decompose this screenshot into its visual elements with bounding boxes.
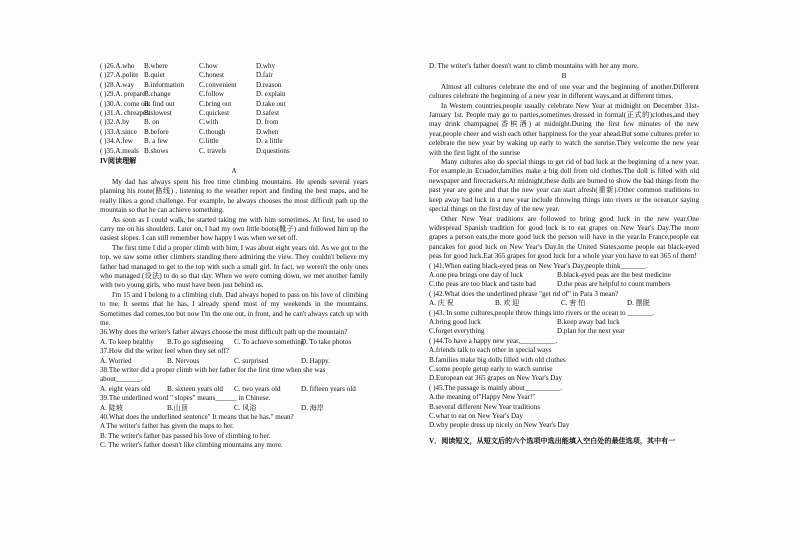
question-option: D. fifteen years old: [301, 384, 356, 393]
question-stem: ( )42.What does the underlined phrase "get rid of" in Para 3 mean?: [429, 289, 619, 298]
question-options: [100, 357, 368, 366]
cloze-option-c: C.follow: [199, 90, 225, 99]
question-option: B.To go sightseeing: [167, 337, 224, 346]
cloze-question-number: ( )34.A.few: [100, 137, 133, 146]
question-option: A. Worried: [100, 356, 132, 365]
cloze-question-number: ( )30.A. come out: [100, 99, 151, 108]
cloze-option-b: B. find out: [144, 99, 175, 108]
q40-stem: 40.What does the underlined sentence" It means that he has." mean?: [100, 413, 294, 422]
question-option: C.some people getup early to watch sunrise: [429, 365, 553, 373]
question-stem: ( )43. In some cultures,people throw things into rivers or the ocean to _______.: [429, 308, 654, 317]
cloze-row: [100, 62, 368, 71]
cloze-question-number: ( )27.A.polite: [100, 71, 139, 80]
section-5-heading: V．阅读短文，从短文后的六个选项中选出能填入空白处的最佳选项，其中有一: [429, 436, 676, 445]
cloze-option-b: B. a few: [144, 137, 168, 146]
question-option: C. 风浴: [234, 403, 257, 412]
passage-paragraph: Many cultures also do special things to get rid of bad luck at the beginning of a new year. For example,in Ecuador,families make a big doll from old clothes.The doll is filled with old newspaper and firecrackers.At midnight,these dolls are burned to show the bad things from the past year are gone and that the new year can start afresh(重新).Other common traditions to keep away bad luck in a new year include throwing things into rivers or the ocean,or saying special things on the first day of the new year.: [429, 158, 699, 214]
question-options: [100, 338, 368, 347]
question-option: A.friends talk to each other in special ways: [429, 346, 552, 355]
question-option: D.plan for the next year: [557, 327, 625, 336]
question-option: C. The writer's father doesn't like climbing mountains any more.: [100, 441, 283, 450]
question-option: A The writer's father has given the maps to her.: [100, 422, 234, 431]
question-option: C.the peas are too black and taste bad: [429, 280, 536, 289]
q40-options: [100, 422, 368, 450]
question-option: D.why people dress up nicely on New Year's Day: [429, 421, 570, 430]
question-options: [100, 404, 368, 413]
cloze-option-c: C.though: [199, 127, 226, 136]
cloze-row: [100, 118, 368, 127]
cloze-option-d: D.fair: [256, 71, 273, 80]
cloze-option-b: B. on: [144, 118, 160, 127]
cloze-row: [100, 137, 368, 146]
cloze-question-number: ( )35.A.meals: [100, 146, 139, 155]
passage-paragraph: The first time I did a proper climb with him, I was about eight years old. As we got to the top, we saw some other climbers standing there admiring the view. They couldn't believe my father had managed to get to the top with such a small girl. In fact, we weren't the only ones who managed (设法) to do so that day. When we were coming down, we met another family with two young girls, who must have been just behind us.: [100, 243, 368, 290]
cloze-row: [100, 109, 368, 118]
left-column: [100, 62, 368, 451]
cloze-row: [100, 81, 368, 90]
section-4-heading: IV阅读理解: [100, 157, 137, 166]
question-option: A. 庆 祝: [429, 299, 454, 308]
cloze-row: [100, 128, 368, 137]
question-option: B.black-eyed peas are the best medicine: [557, 270, 671, 279]
cloze-option-c: C.quickest: [199, 109, 230, 118]
cloze-option-c: C. travels: [199, 146, 227, 155]
question-options-row: [429, 318, 699, 327]
question-stem: 38.The writer did a proper climb with her father for the first time when she was about_______.: [100, 366, 326, 384]
cloze-row: [100, 100, 368, 109]
passage-a-questions: [100, 328, 368, 413]
question-option: B. Nervous: [167, 356, 200, 365]
cloze-option-b: B.slowest: [144, 109, 172, 118]
cloze-option-d: D. a little: [256, 137, 283, 146]
cloze-option-d: D.when: [256, 127, 279, 136]
question-stem: 39.The underlined word " slopes" means______ in Chinese.: [100, 394, 271, 403]
cloze-option-d: D.reason: [256, 80, 282, 89]
question-option: C.what to eat on New Year's Day: [429, 412, 523, 421]
cloze-question-number: ( )29.A. prepare: [100, 90, 146, 99]
question-stem: ( )44.To have a happy new year,__________.: [429, 336, 558, 345]
cloze-option-c: C.convenient: [199, 80, 237, 89]
cloze-question-number: ( )33.A.since: [100, 127, 137, 136]
cloze-option-c: C.with: [199, 118, 219, 127]
question-option: B.families make big dolls filled with old clothes: [429, 355, 566, 364]
question-option: D. 摆脱: [627, 299, 650, 308]
cloze-option-b: B.quiet: [144, 71, 165, 80]
question-option: C. two years old: [234, 384, 281, 393]
cloze-option-c: C.how: [199, 62, 218, 70]
cloze-question-number: ( )31.A. chreapest: [100, 109, 151, 118]
cloze-option-c: C.honest: [199, 71, 225, 80]
cloze-option-b: B.before: [144, 127, 169, 136]
question-options-row: [429, 327, 699, 336]
question-option: D. To take photos: [301, 337, 352, 346]
passage-paragraph: As soon as I could walk, he started taking me with him sometimes. At first, he used to carry me on his shoulders. Later on, I had my own little boots(靴子) and followed him up the easiest slopes. I can still remember how happy I was when we set off.: [100, 215, 368, 243]
cloze-question-number: ( )28.A.way: [100, 80, 135, 89]
passage-paragraph: Other New Year traditions are followed to bring good luck in the new year.One widespread Spanish tradition for good luck is to eat grapes on New Year's Day.The more grapes a person eats,the more good luck the person will have in the year.In France,people eat pancakes for good luck on New Year's Day.In the United States,some people eat black-eyed peas for good luck.Eat 365 grapes for good luck for a whole year you have to eat 365 of them!: [429, 214, 699, 261]
question-options-row: [429, 280, 699, 289]
question-option: C. To achieve something: [234, 337, 305, 346]
passage-a-body: [100, 178, 368, 329]
cloze-option-b: B.shows: [144, 146, 169, 155]
passage-paragraph: My dad has always spent his free time climbing mountains. He spends several years planning his route(路线) , listening to the weather report and finding the best maps, and he really likes a good challenge. For example, he always chooses the most difficult path up the mountain so that he can achieve something.: [100, 177, 368, 215]
cloze-row: [100, 90, 368, 99]
passage-paragraph: In Western countries,people usually celebrate New Year at midnight on December 31st-January 1st. People may go to parties,sometimes dressed in formal(正式的)clothes,and they may drink champagne(香槟酒) at midnight.During the first few minutes of the new year,people cheer and wish each other happiness for the year ahead.But some cultures prefer to celebrate the new year by waking up early to watch the sunrise.They welcome the new year with the first light of the sunrise: [429, 101, 699, 157]
question-option: B. 欢 迎: [495, 299, 520, 308]
cloze-question-number: ( )32.A.by: [100, 118, 130, 127]
question-option: A.one pea brings one day of luck: [429, 270, 523, 279]
question-option: A. To keep healthy: [100, 337, 154, 346]
cloze-option-d: D.questions: [256, 146, 290, 155]
passage-b-questions: [429, 262, 699, 431]
question-option: C. surprised: [234, 356, 269, 365]
question-option: D.the peas are helpful to count numbers: [557, 280, 671, 289]
question-option: B. sixteen years old: [167, 384, 223, 393]
question-stem: 36.Why does the writer's father always choose the most difficult path up the mountain?: [100, 328, 348, 337]
cloze-question-number: ( )26.A.who: [100, 62, 135, 70]
question-option: B.山顶: [167, 403, 188, 412]
passage-paragraph: Almost all cultures celebrate the end of one year and the beginning of another.Different cultures celebrate the beginning of a new year in different ways,and at different times.: [429, 82, 699, 101]
cloze-option-b: B.change: [144, 90, 171, 99]
cloze-option-d: D. explain: [256, 90, 286, 99]
cloze-option-d: D. from: [256, 118, 279, 127]
cloze-option-b: B.where: [144, 62, 168, 70]
question-stem: 37.How did the writer feel when they set off?: [100, 347, 229, 356]
question-option: C.forget everything: [429, 327, 485, 336]
question-stem: ( )45.The passage is mainly about__________.: [429, 383, 562, 392]
right-column: [429, 62, 699, 446]
cloze-option-d: D.why: [256, 62, 276, 70]
question-option: C. 害 怕: [561, 299, 586, 308]
passage-paragraph: I'm 15 and I belong to a climbing club. Dad always hoped to pass on his love of climbing to me. It seems that he has, I already spend most of my weekends in the mountains. Sometimes dad comes,too but now I'm the one out, in front, and he can't always catch up with me.: [100, 290, 368, 327]
question-option: A. 陡坡: [100, 403, 123, 412]
passage-a-letter: A: [231, 167, 237, 176]
cloze-row: [100, 147, 368, 156]
cloze-option-c: C.bring out: [199, 99, 232, 108]
question-option: A.the meaning of"Happy New Year!": [429, 393, 536, 402]
question-option: B. The writer's father has passed his love of climbing to her.: [100, 431, 271, 440]
question-option: D. Happy.: [301, 356, 330, 365]
passage-b-letter: B: [561, 72, 567, 81]
question-option: D.European eat 365 grapes on New Year's Day: [429, 374, 563, 383]
question-options-row: [429, 299, 699, 308]
question-option: B.several different New Year traditions: [429, 402, 540, 411]
question-option: D. 海岸: [301, 403, 324, 412]
question-stem: ( )41.When eating black-eyed peas on New Year's Day,people think_______.: [429, 261, 648, 270]
cloze-options-list: [100, 62, 368, 156]
cloze-option-c: C.little: [199, 137, 219, 146]
question-options-row: [429, 271, 699, 280]
cloze-option-d: D.safest: [256, 109, 280, 118]
cloze-row: [100, 71, 368, 80]
cloze-option-d: D.take out: [256, 99, 286, 108]
question-options: [100, 385, 368, 394]
question-option: A.bring good luck: [429, 317, 481, 326]
question-option: B.keep away bad luck: [557, 317, 620, 326]
cloze-option-b: B.information: [144, 80, 184, 89]
passage-b-body: [429, 83, 699, 262]
q40-option-d: D. The writer's father doesn't want to climb mountains with her any more.: [429, 62, 639, 70]
question-option: A. eight years old: [100, 384, 151, 393]
